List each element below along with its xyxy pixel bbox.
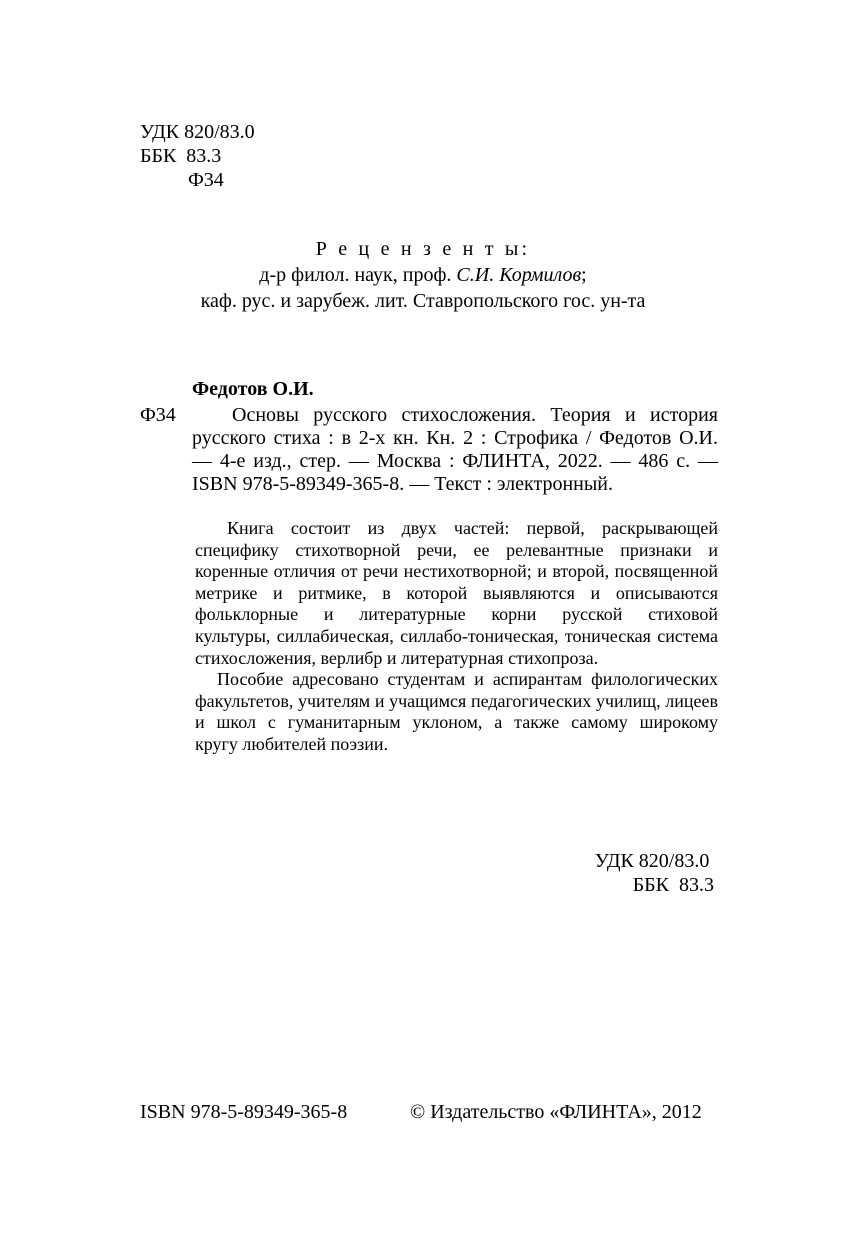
footer-classification-codes	[595, 849, 714, 897]
annotation-line: Книга состоит из двух частей: первой, раскрывающей	[227, 518, 718, 538]
biblio-line: русского стиха : в 2-х кн. Кн. 2 : Строфика / Федотов О.И.	[192, 427, 718, 449]
catalog-code: Ф34	[140, 404, 176, 426]
reviewer-1-suffix: ;	[581, 264, 587, 286]
annotation-line: кругу любителей поэзии.	[195, 733, 389, 754]
reviewer-1-title: д-р филол. наук, проф.	[259, 264, 457, 286]
annotation-line: культуры, силлабическая, силлабо-тоническая, тоническая система	[195, 625, 718, 646]
catalog-author: Федотов О.И.	[192, 378, 314, 400]
footer-bbk-code: ББК 83.3	[632, 874, 714, 896]
biblio-line: ISBN 978-5-89349-365-8. — Текст : электронный.	[192, 473, 613, 495]
footer-udk-code: УДК 820/83.0	[594, 850, 710, 872]
annotation-line: стихосложения, верлибр и литературная стихопроза.	[195, 647, 599, 668]
annotation-line: фольклорные и литературные корни русской стиховой	[195, 604, 718, 625]
reviewer-1	[0, 263, 846, 289]
biblio-line: — 4-е изд., стер. — Москва : ФЛИНТА, 2022. — 486 с. —	[192, 450, 718, 472]
annotation-line: специфику стихотворной речи, ее релевантные признаки и	[195, 539, 718, 560]
bbk-code: ББК 83.3	[140, 145, 222, 167]
reviewers-heading: Р е ц е н з е н т ы:	[315, 238, 531, 260]
reviewer-2: каф. рус. и зарубеж. лит. Ставропольского гос. ун-та	[200, 290, 646, 312]
bibliographic-description	[192, 403, 718, 495]
annotation-line: Пособие адресовано студентам и аспирантам филологических	[217, 669, 718, 690]
udk-code: УДК 820/83.0	[140, 121, 255, 143]
annotation-line: метрике и ритмике, в которой выявляются и описываются	[195, 582, 718, 603]
annotation-line: коренные отличия от речи нестихотворной; и второй, посвященной	[195, 561, 718, 582]
annotation	[195, 517, 718, 755]
reviewers-block	[0, 237, 846, 315]
isbn: ISBN 978-5-89349-365-8	[140, 1101, 348, 1123]
biblio-line: Основы русского стихосложения. Теория и история	[232, 404, 718, 426]
annotation-line: факультетов, учителям и учащимся педагогических училищ, лицеев	[195, 690, 718, 711]
classification-codes	[140, 120, 255, 192]
annotation-line: и школ с гуманитарным уклоном, а также самому широкому	[195, 712, 718, 733]
copyright: © Издательство «ФЛИНТА», 2012	[410, 1101, 702, 1123]
author-mark: Ф34	[188, 169, 224, 191]
reviewer-1-name: С.И. Кормилов	[456, 264, 582, 286]
